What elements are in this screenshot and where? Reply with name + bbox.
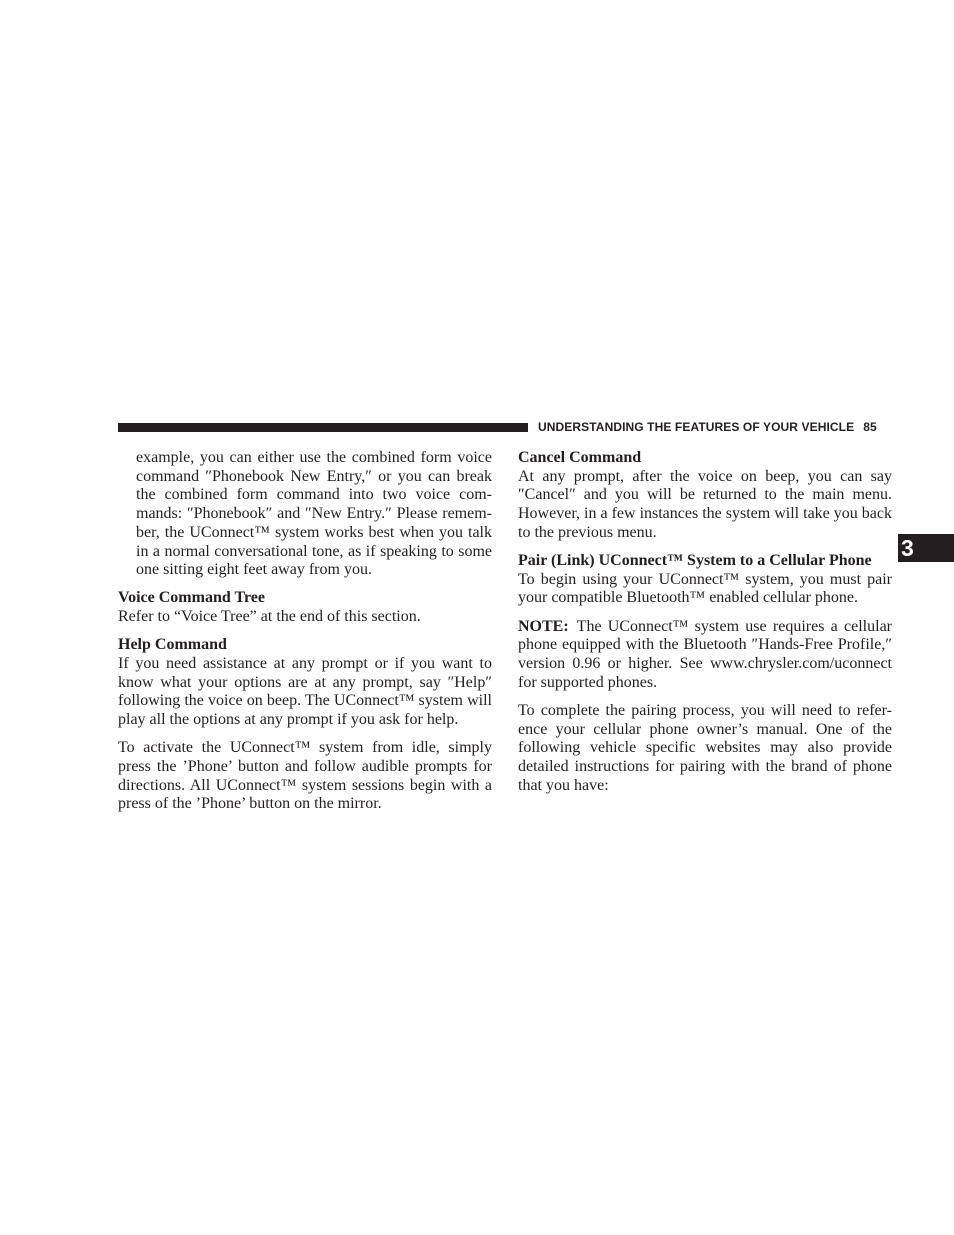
pairing-process-paragraph: To complete the pairing process, you will need to refer-ence your cellular phone owner’s manual. One of the following vehicle specific websites may also provide detailed instructions for pairing with the brand of phone that you have: (518, 701, 892, 794)
help-command-paragraph: If you need assistance at any prompt or if you want to know what your options are at any prompt, say ″Help″ following the voice on beep. The UConnect™ system will play all the options at any prompt if you ask for help. (118, 655, 492, 729)
chapter-number: 3 (901, 535, 914, 561)
section-title: UNDERSTANDING THE FEATURES OF YOUR VEHICLE (538, 420, 855, 434)
left-column (118, 449, 492, 814)
page-number: 85 (863, 420, 877, 434)
note-label: NOTE: (518, 617, 569, 635)
pair-phone-paragraph: To begin using your UConnect™ system, you must pair your compatible Bluetooth™ enabled cellular phone. (518, 570, 892, 607)
pair-phone-heading: Pair (Link) UConnect™ System to a Cellular Phone (518, 552, 872, 570)
note-text: The UConnect™ system use requires a cellular phone equipped with the Bluetooth ″Hands-Free Profile,″ version 0.96 or higher. See www.chrysler.com/uconnect for supported phones. (518, 617, 892, 691)
note-paragraph (518, 618, 892, 693)
header-rule (118, 423, 528, 432)
running-header (538, 420, 877, 434)
chapter-tab (898, 534, 954, 562)
voice-command-tree-heading: Voice Command Tree (118, 589, 265, 607)
help-command-heading: Help Command (118, 636, 227, 654)
cancel-command-heading: Cancel Command (518, 449, 642, 466)
right-column (518, 449, 892, 795)
activate-paragraph: To activate the UConnect™ system from idle, simply press the ’Phone’ button and follow audible prompts for directions. All UConnect™ system sessions begin with a press of the ’Phone’ button on the mirror. (118, 739, 492, 813)
voice-command-tree-paragraph: Refer to “Voice Tree” at the end of this section. (118, 608, 421, 626)
cancel-command-paragraph: At any prompt, after the voice on beep, you can say ″Cancel″ and you will be returned to the main menu. However, in a few instances the system will take you back to the previous menu. (518, 467, 892, 541)
continuation-paragraph: example, you can either use the combined form voice command ″Phonebook New Entry,″ or you can break the combined form command into two voice com-mands: ″Phonebook″ and ″New Entry.″ Please remem-ber, the UConnect™ system works best when you talk in a normal conversational tone, as if speaking to some one sitting eight feet away from you. (136, 449, 492, 579)
